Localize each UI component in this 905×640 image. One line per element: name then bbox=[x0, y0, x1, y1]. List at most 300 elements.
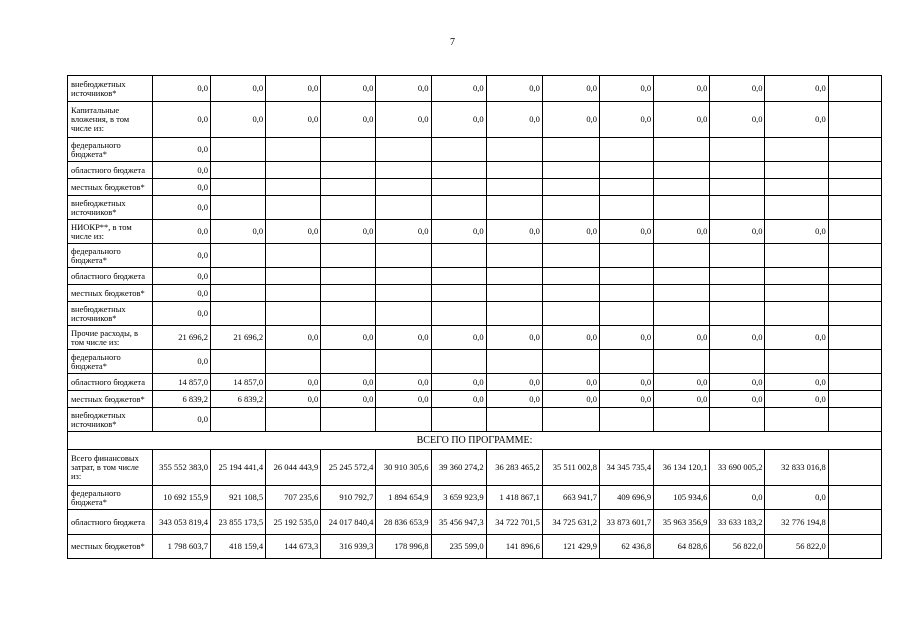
value-cell bbox=[486, 196, 542, 220]
value-cell: 0,0 bbox=[152, 138, 210, 162]
value-cell bbox=[376, 138, 431, 162]
row-label: федерального бюджета* bbox=[68, 350, 153, 374]
value-cell: 0,0 bbox=[152, 196, 210, 220]
value-cell: 64 828,6 bbox=[654, 535, 710, 559]
value-cell bbox=[321, 244, 376, 268]
value-cell: 0,0 bbox=[321, 391, 376, 408]
value-cell bbox=[710, 138, 765, 162]
table-row bbox=[68, 510, 882, 535]
value-cell bbox=[321, 350, 376, 374]
value-cell: 0,0 bbox=[431, 391, 486, 408]
value-cell bbox=[321, 302, 376, 326]
empty-cell bbox=[828, 302, 881, 326]
value-cell bbox=[486, 302, 542, 326]
value-cell bbox=[266, 162, 321, 179]
value-cell: 0,0 bbox=[266, 220, 321, 244]
value-cell: 21 696,2 bbox=[210, 326, 265, 350]
value-cell: 0,0 bbox=[210, 102, 265, 138]
table-row bbox=[68, 285, 882, 302]
value-cell: 33 873 601,7 bbox=[600, 510, 654, 535]
value-cell: 0,0 bbox=[321, 220, 376, 244]
value-cell: 0,0 bbox=[321, 326, 376, 350]
value-cell bbox=[654, 285, 710, 302]
value-cell: 0,0 bbox=[431, 102, 486, 138]
value-cell: 0,0 bbox=[431, 76, 486, 102]
row-label: внебюджетных источников* bbox=[68, 196, 153, 220]
value-cell bbox=[376, 179, 431, 196]
value-cell: 355 552 383,0 bbox=[152, 450, 210, 486]
table-row bbox=[68, 302, 882, 326]
value-cell bbox=[710, 285, 765, 302]
value-cell bbox=[321, 162, 376, 179]
value-cell bbox=[210, 162, 265, 179]
table-row bbox=[68, 76, 882, 102]
row-label: областного бюджета bbox=[68, 510, 153, 535]
row-label: областного бюджета bbox=[68, 162, 153, 179]
value-cell bbox=[321, 196, 376, 220]
value-cell bbox=[431, 196, 486, 220]
value-cell bbox=[600, 138, 654, 162]
value-cell: 0,0 bbox=[654, 326, 710, 350]
page-number: 7 bbox=[450, 37, 455, 48]
value-cell: 0,0 bbox=[654, 391, 710, 408]
value-cell: 0,0 bbox=[486, 326, 542, 350]
value-cell: 316 939,3 bbox=[321, 535, 376, 559]
value-cell: 121 429,9 bbox=[542, 535, 599, 559]
value-cell: 36 134 120,1 bbox=[654, 450, 710, 486]
value-cell: 0,0 bbox=[376, 220, 431, 244]
table-row bbox=[68, 220, 882, 244]
value-cell: 0,0 bbox=[321, 374, 376, 391]
table-row bbox=[68, 196, 882, 220]
value-cell bbox=[542, 285, 599, 302]
value-cell bbox=[210, 179, 265, 196]
value-cell: 0,0 bbox=[710, 326, 765, 350]
value-cell bbox=[710, 162, 765, 179]
value-cell: 23 855 173,5 bbox=[210, 510, 265, 535]
value-cell: 0,0 bbox=[486, 102, 542, 138]
value-cell: 6 839,2 bbox=[210, 391, 265, 408]
value-cell bbox=[542, 268, 599, 285]
value-cell bbox=[376, 162, 431, 179]
value-cell bbox=[654, 268, 710, 285]
value-cell: 14 857,0 bbox=[152, 374, 210, 391]
value-cell: 0,0 bbox=[654, 102, 710, 138]
empty-cell bbox=[828, 76, 881, 102]
value-cell: 0,0 bbox=[266, 102, 321, 138]
value-cell: 0,0 bbox=[321, 76, 376, 102]
value-cell bbox=[486, 179, 542, 196]
value-cell bbox=[542, 302, 599, 326]
row-label: местных бюджетов* bbox=[68, 391, 153, 408]
empty-cell bbox=[828, 450, 881, 486]
empty-cell bbox=[828, 535, 881, 559]
table-row bbox=[68, 102, 882, 138]
value-cell bbox=[210, 285, 265, 302]
value-cell bbox=[654, 350, 710, 374]
table-row bbox=[68, 326, 882, 350]
value-cell: 0,0 bbox=[710, 374, 765, 391]
value-cell: 35 456 947,3 bbox=[431, 510, 486, 535]
value-cell bbox=[600, 244, 654, 268]
value-cell: 0,0 bbox=[542, 76, 599, 102]
value-cell bbox=[486, 244, 542, 268]
budget-table bbox=[67, 75, 882, 559]
value-cell bbox=[765, 162, 828, 179]
value-cell: 0,0 bbox=[152, 408, 210, 432]
value-cell bbox=[710, 350, 765, 374]
value-cell: 0,0 bbox=[376, 102, 431, 138]
empty-cell bbox=[828, 268, 881, 285]
value-cell bbox=[765, 244, 828, 268]
value-cell: 62 436,8 bbox=[600, 535, 654, 559]
value-cell: 0,0 bbox=[266, 391, 321, 408]
value-cell bbox=[654, 244, 710, 268]
value-cell: 0,0 bbox=[765, 486, 828, 510]
value-cell: 0,0 bbox=[486, 76, 542, 102]
value-cell: 663 941,7 bbox=[542, 486, 599, 510]
value-cell bbox=[266, 268, 321, 285]
value-cell bbox=[600, 196, 654, 220]
value-cell: 0,0 bbox=[152, 285, 210, 302]
value-cell bbox=[266, 408, 321, 432]
value-cell: 141 896,6 bbox=[486, 535, 542, 559]
value-cell bbox=[710, 408, 765, 432]
value-cell: 0,0 bbox=[431, 220, 486, 244]
value-cell: 707 235,6 bbox=[266, 486, 321, 510]
value-cell: 0,0 bbox=[542, 374, 599, 391]
value-cell: 1 418 867,1 bbox=[486, 486, 542, 510]
row-label: Прочие расходы, в том числе из: bbox=[68, 326, 153, 350]
value-cell: 0,0 bbox=[710, 102, 765, 138]
value-cell bbox=[431, 179, 486, 196]
table-row bbox=[68, 486, 882, 510]
value-cell bbox=[542, 350, 599, 374]
empty-cell bbox=[828, 138, 881, 162]
value-cell: 0,0 bbox=[376, 76, 431, 102]
row-label: областного бюджета bbox=[68, 268, 153, 285]
empty-cell bbox=[828, 350, 881, 374]
value-cell bbox=[600, 408, 654, 432]
value-cell bbox=[600, 350, 654, 374]
value-cell: 33 690 005,2 bbox=[710, 450, 765, 486]
section-row bbox=[68, 432, 882, 450]
value-cell: 0,0 bbox=[210, 220, 265, 244]
value-cell bbox=[765, 350, 828, 374]
value-cell bbox=[210, 138, 265, 162]
value-cell: 910 792,7 bbox=[321, 486, 376, 510]
value-cell: 0,0 bbox=[152, 268, 210, 285]
value-cell bbox=[266, 196, 321, 220]
value-cell bbox=[486, 350, 542, 374]
value-cell: 0,0 bbox=[486, 391, 542, 408]
value-cell: 0,0 bbox=[765, 391, 828, 408]
table-row bbox=[68, 391, 882, 408]
value-cell bbox=[431, 244, 486, 268]
value-cell bbox=[542, 196, 599, 220]
value-cell bbox=[210, 350, 265, 374]
value-cell: 0,0 bbox=[152, 102, 210, 138]
value-cell: 0,0 bbox=[266, 374, 321, 391]
value-cell: 0,0 bbox=[486, 220, 542, 244]
value-cell: 21 696,2 bbox=[152, 326, 210, 350]
value-cell: 0,0 bbox=[654, 220, 710, 244]
value-cell: 56 822,0 bbox=[765, 535, 828, 559]
empty-cell bbox=[828, 196, 881, 220]
value-cell bbox=[765, 179, 828, 196]
value-cell: 25 245 572,4 bbox=[321, 450, 376, 486]
value-cell: 0,0 bbox=[765, 374, 828, 391]
value-cell bbox=[710, 244, 765, 268]
value-cell bbox=[321, 408, 376, 432]
value-cell bbox=[210, 302, 265, 326]
value-cell: 26 044 443,9 bbox=[266, 450, 321, 486]
value-cell: 28 836 653,9 bbox=[376, 510, 431, 535]
value-cell bbox=[210, 244, 265, 268]
value-cell: 0,0 bbox=[542, 326, 599, 350]
table-row bbox=[68, 268, 882, 285]
value-cell bbox=[765, 408, 828, 432]
value-cell bbox=[210, 408, 265, 432]
value-cell: 0,0 bbox=[210, 76, 265, 102]
value-cell bbox=[654, 302, 710, 326]
value-cell: 0,0 bbox=[765, 102, 828, 138]
value-cell: 0,0 bbox=[765, 326, 828, 350]
empty-cell bbox=[828, 510, 881, 535]
value-cell: 0,0 bbox=[600, 391, 654, 408]
empty-cell bbox=[828, 408, 881, 432]
value-cell: 418 159,4 bbox=[210, 535, 265, 559]
value-cell: 0,0 bbox=[600, 102, 654, 138]
value-cell bbox=[542, 408, 599, 432]
value-cell bbox=[542, 162, 599, 179]
value-cell: 56 822,0 bbox=[710, 535, 765, 559]
value-cell: 33 633 183,2 bbox=[710, 510, 765, 535]
value-cell bbox=[321, 285, 376, 302]
table-body-bottom bbox=[68, 450, 882, 559]
value-cell: 0,0 bbox=[600, 220, 654, 244]
section-title: ВСЕГО ПО ПРОГРАММЕ: bbox=[68, 432, 882, 450]
value-cell bbox=[654, 162, 710, 179]
value-cell: 0,0 bbox=[152, 220, 210, 244]
value-cell bbox=[376, 244, 431, 268]
value-cell: 0,0 bbox=[600, 374, 654, 391]
value-cell bbox=[654, 179, 710, 196]
value-cell: 0,0 bbox=[152, 350, 210, 374]
value-cell: 14 857,0 bbox=[210, 374, 265, 391]
value-cell bbox=[765, 196, 828, 220]
row-label: Капитальные вложения, в том числе из: bbox=[68, 102, 153, 138]
value-cell: 0,0 bbox=[486, 374, 542, 391]
value-cell: 921 108,5 bbox=[210, 486, 265, 510]
value-cell: 10 692 155,9 bbox=[152, 486, 210, 510]
table-row bbox=[68, 179, 882, 196]
value-cell bbox=[431, 268, 486, 285]
value-cell: 0,0 bbox=[600, 326, 654, 350]
value-cell bbox=[600, 302, 654, 326]
value-cell: 343 053 819,4 bbox=[152, 510, 210, 535]
row-label: местных бюджетов* bbox=[68, 285, 153, 302]
value-cell: 0,0 bbox=[266, 76, 321, 102]
value-cell: 0,0 bbox=[152, 244, 210, 268]
table-body-section bbox=[68, 432, 882, 450]
value-cell bbox=[600, 179, 654, 196]
empty-cell bbox=[828, 326, 881, 350]
value-cell: 24 017 840,4 bbox=[321, 510, 376, 535]
value-cell bbox=[710, 179, 765, 196]
value-cell: 32 833 016,8 bbox=[765, 450, 828, 486]
value-cell bbox=[600, 268, 654, 285]
value-cell: 0,0 bbox=[654, 374, 710, 391]
row-label: местных бюджетов* bbox=[68, 535, 153, 559]
value-cell bbox=[266, 302, 321, 326]
value-cell: 0,0 bbox=[710, 391, 765, 408]
value-cell bbox=[376, 285, 431, 302]
value-cell bbox=[266, 244, 321, 268]
table-row bbox=[68, 350, 882, 374]
value-cell: 1 894 654,9 bbox=[376, 486, 431, 510]
value-cell bbox=[321, 268, 376, 285]
table-row bbox=[68, 535, 882, 559]
value-cell: 0,0 bbox=[765, 76, 828, 102]
table-row bbox=[68, 162, 882, 179]
value-cell bbox=[542, 244, 599, 268]
empty-cell bbox=[828, 244, 881, 268]
empty-cell bbox=[828, 391, 881, 408]
row-label: внебюджетных источников* bbox=[68, 302, 153, 326]
value-cell bbox=[321, 138, 376, 162]
row-label: местных бюджетов* bbox=[68, 179, 153, 196]
empty-cell bbox=[828, 220, 881, 244]
value-cell bbox=[765, 285, 828, 302]
row-label: внебюджетных источников* bbox=[68, 76, 153, 102]
value-cell: 0,0 bbox=[600, 76, 654, 102]
value-cell bbox=[321, 179, 376, 196]
value-cell: 0,0 bbox=[152, 162, 210, 179]
value-cell bbox=[376, 350, 431, 374]
value-cell: 0,0 bbox=[431, 326, 486, 350]
empty-cell bbox=[828, 179, 881, 196]
value-cell: 0,0 bbox=[152, 76, 210, 102]
value-cell bbox=[376, 408, 431, 432]
value-cell bbox=[600, 285, 654, 302]
value-cell bbox=[431, 350, 486, 374]
value-cell: 39 360 274,2 bbox=[431, 450, 486, 486]
value-cell: 0,0 bbox=[376, 374, 431, 391]
table-row bbox=[68, 374, 882, 391]
table-row bbox=[68, 138, 882, 162]
value-cell: 0,0 bbox=[376, 391, 431, 408]
value-cell bbox=[431, 285, 486, 302]
value-cell bbox=[654, 138, 710, 162]
value-cell bbox=[266, 138, 321, 162]
value-cell: 0,0 bbox=[321, 102, 376, 138]
value-cell bbox=[542, 138, 599, 162]
value-cell: 0,0 bbox=[152, 179, 210, 196]
value-cell: 0,0 bbox=[542, 391, 599, 408]
value-cell: 144 673,3 bbox=[266, 535, 321, 559]
row-label: областного бюджета bbox=[68, 374, 153, 391]
value-cell: 35 963 356,9 bbox=[654, 510, 710, 535]
value-cell: 25 194 441,4 bbox=[210, 450, 265, 486]
value-cell: 32 776 194,8 bbox=[765, 510, 828, 535]
value-cell bbox=[765, 268, 828, 285]
row-label: федерального бюджета* bbox=[68, 244, 153, 268]
value-cell bbox=[710, 196, 765, 220]
empty-cell bbox=[828, 285, 881, 302]
value-cell bbox=[431, 408, 486, 432]
empty-cell bbox=[828, 486, 881, 510]
value-cell bbox=[765, 302, 828, 326]
value-cell bbox=[486, 285, 542, 302]
value-cell bbox=[486, 408, 542, 432]
value-cell: 3 659 923,9 bbox=[431, 486, 486, 510]
value-cell: 0,0 bbox=[431, 374, 486, 391]
value-cell bbox=[431, 138, 486, 162]
value-cell: 34 345 735,4 bbox=[600, 450, 654, 486]
value-cell: 34 722 701,5 bbox=[486, 510, 542, 535]
value-cell bbox=[376, 268, 431, 285]
empty-cell bbox=[828, 374, 881, 391]
value-cell bbox=[266, 285, 321, 302]
value-cell: 0,0 bbox=[710, 486, 765, 510]
value-cell: 178 996,8 bbox=[376, 535, 431, 559]
value-cell: 0,0 bbox=[152, 302, 210, 326]
table-body-top bbox=[68, 76, 882, 432]
row-label: федерального бюджета* bbox=[68, 138, 153, 162]
value-cell: 36 283 465,2 bbox=[486, 450, 542, 486]
value-cell: 34 725 631,2 bbox=[542, 510, 599, 535]
empty-cell bbox=[828, 162, 881, 179]
value-cell bbox=[486, 162, 542, 179]
value-cell: 0,0 bbox=[654, 76, 710, 102]
value-cell: 0,0 bbox=[710, 220, 765, 244]
empty-cell bbox=[828, 102, 881, 138]
value-cell: 0,0 bbox=[542, 102, 599, 138]
value-cell bbox=[266, 350, 321, 374]
value-cell: 0,0 bbox=[376, 326, 431, 350]
value-cell bbox=[765, 138, 828, 162]
value-cell: 0,0 bbox=[542, 220, 599, 244]
value-cell bbox=[710, 268, 765, 285]
value-cell bbox=[431, 302, 486, 326]
value-cell: 30 910 305,6 bbox=[376, 450, 431, 486]
value-cell: 105 934,6 bbox=[654, 486, 710, 510]
value-cell bbox=[600, 162, 654, 179]
value-cell: 0,0 bbox=[266, 326, 321, 350]
value-cell bbox=[542, 179, 599, 196]
row-label: Всего финансовых затрат, в том числе из: bbox=[68, 450, 153, 486]
value-cell bbox=[376, 196, 431, 220]
value-cell: 25 192 535,0 bbox=[266, 510, 321, 535]
table-row bbox=[68, 450, 882, 486]
row-label: федерального бюджета* bbox=[68, 486, 153, 510]
value-cell: 1 798 603,7 bbox=[152, 535, 210, 559]
value-cell bbox=[266, 179, 321, 196]
value-cell: 409 696,9 bbox=[600, 486, 654, 510]
value-cell bbox=[654, 196, 710, 220]
value-cell bbox=[210, 268, 265, 285]
table-row bbox=[68, 244, 882, 268]
value-cell bbox=[431, 162, 486, 179]
row-label: НИОКР**, в том числе из: bbox=[68, 220, 153, 244]
row-label: внебюджетных источников* bbox=[68, 408, 153, 432]
value-cell bbox=[486, 138, 542, 162]
table-row bbox=[68, 408, 882, 432]
value-cell bbox=[210, 196, 265, 220]
value-cell bbox=[376, 302, 431, 326]
value-cell: 235 599,0 bbox=[431, 535, 486, 559]
